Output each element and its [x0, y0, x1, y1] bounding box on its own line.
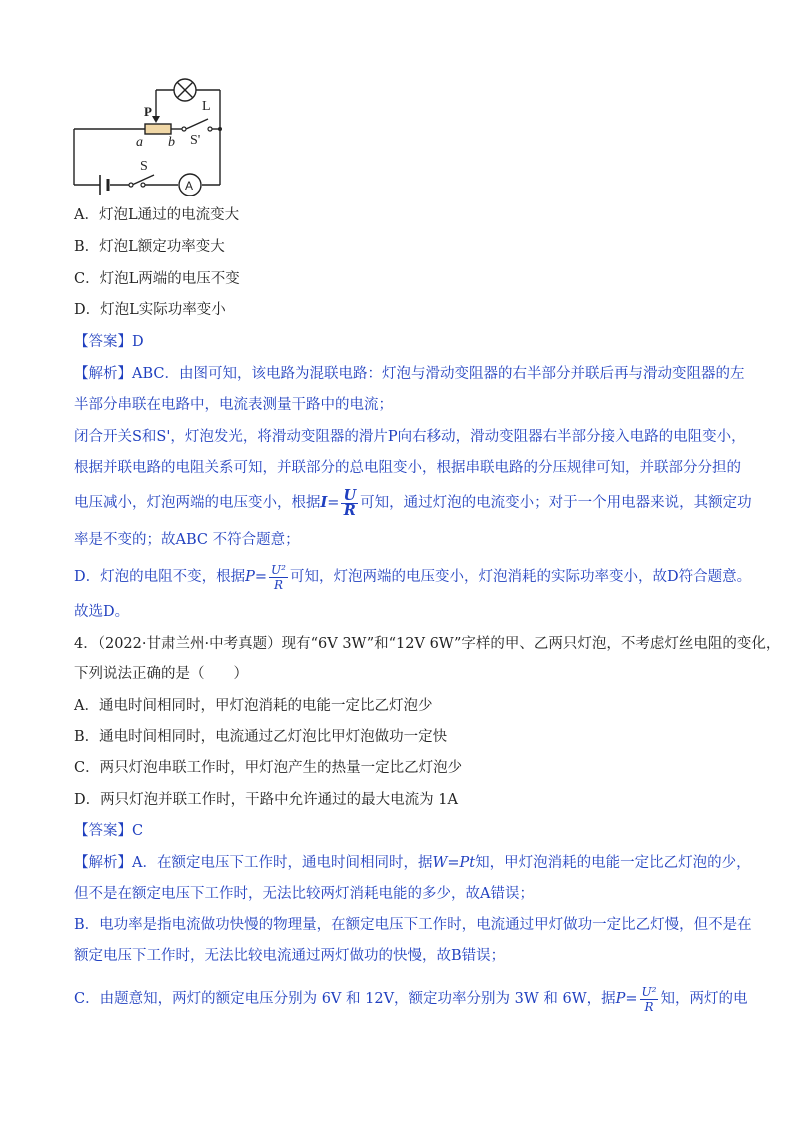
q4-analysis-line-1	[74, 853, 751, 873]
slider-arrow	[152, 116, 160, 123]
circuit-diagram	[60, 72, 230, 196]
analysis-text: 可知，通过灯泡的电流变小；对于一个用电器来说，其额定功	[360, 495, 752, 511]
q3-analysis-line-6: 率是不变的；故ABC 不符合题意；	[74, 532, 300, 548]
rheostat	[145, 124, 171, 134]
answer-value: D	[132, 334, 144, 350]
junction-dot	[218, 127, 222, 131]
answer-tag: 【答案】	[74, 334, 132, 350]
q3-option-c: C．灯泡L两端的电压不变	[74, 271, 240, 287]
q3-analysis-line-5	[74, 486, 752, 520]
label-s-prime: S'	[190, 133, 201, 148]
switch-terminal	[208, 127, 212, 131]
label-s: S	[140, 159, 148, 174]
q4-analysis-line-5	[74, 982, 747, 1016]
q4-option-b: B．通电时间相同时，电流通过乙灯泡比甲灯泡做功一定快	[74, 729, 448, 745]
analysis-text: A．在额定电压下工作时，通电时间相同时，据	[132, 855, 433, 871]
q3-answer	[74, 332, 144, 352]
analysis-text: 电压减小，灯泡两端的电压变小，根据	[74, 495, 321, 511]
answer-value: C	[132, 823, 144, 839]
formula-work: W=Pt	[432, 855, 476, 871]
q4-stem-line-1: 4．（2022·甘肃兰州·中考真题）现有“6V 3W”和“12V 6W”字样的甲、乙两只灯泡，不考虑灯丝电阻的变化，	[74, 636, 781, 652]
analysis-text: ABC．由图可知，该电路为混联电路：灯泡与滑动变阻器的右半部分并联后再与滑动变阻器的左	[132, 366, 745, 382]
label-a: a	[136, 135, 143, 150]
q3-analysis-line-7	[74, 560, 751, 594]
q4-analysis-line-4: 额定电压下工作时，无法比较电流通过两灯做功的快慢，故B错误；	[74, 948, 506, 964]
analysis-text: C．由题意知，两灯的额定电压分别为 6V 和 12V，额定功率分别为 3W 和 6W，据	[74, 991, 616, 1007]
switch-s-prime-blade	[186, 119, 208, 129]
label-p: P	[144, 104, 152, 119]
q4-option-a: A．通电时间相同时，甲灯泡消耗的电能一定比乙灯泡少	[74, 698, 433, 714]
q4-analysis-line-3: B．电功率是指电流做功快慢的物理量，在额定电压下工作时，电流通过甲灯做功一定比乙灯慢，但不是在	[74, 917, 752, 933]
q4-analysis-line-2: 但不是在额定电压下工作时，无法比较两灯消耗电能的多少，故A错误；	[74, 886, 534, 902]
label-ammeter: A	[185, 179, 194, 193]
q3-analysis-line-2: 半部分串联在电路中，电流表测量干路中的电流；	[74, 397, 393, 413]
analysis-tag: 【解析】	[74, 366, 132, 382]
q3-option-b: B．灯泡L额定功率变大	[74, 239, 225, 255]
q4-option-c: C．两只灯泡串联工作时，甲灯泡产生的热量一定比乙灯泡少	[74, 760, 463, 776]
q4-stem-line-2: 下列说法正确的是（ ）	[74, 666, 248, 682]
answer-tag: 【答案】	[74, 823, 132, 839]
q3-option-d: D．灯泡L实际功率变小	[74, 302, 226, 318]
analysis-text: D．灯泡的电阻不变，根据	[74, 569, 246, 585]
formula-ohm: I= $\frac{U}{R}$	[320, 486, 357, 519]
formula-power-2: P= $\frac{\text{U²}}{R}$	[615, 984, 657, 1014]
q3-conclusion: 故选D。	[74, 604, 130, 620]
label-b: b	[168, 135, 175, 150]
analysis-tag: 【解析】	[74, 855, 132, 871]
q4-option-d: D．两只灯泡并联工作时，干路中允许通过的最大电流为 1A	[74, 792, 458, 808]
q3-analysis-line-3: 闭合开关S和S'，灯泡发光，将滑动变阻器的滑片P向右移动，滑动变阻器右半部分接入电路的电阻变小，	[74, 429, 746, 445]
switch-terminal	[141, 183, 145, 187]
analysis-text: 知，甲灯泡消耗的电能一定比乙灯泡的少，	[475, 855, 751, 871]
analysis-text: 可知，灯泡两端的电压变小，灯泡消耗的实际功率变小，故D符合题意。	[289, 569, 752, 585]
q3-option-a: A．灯泡L通过的电流变大	[74, 207, 240, 223]
switch-terminal	[129, 183, 133, 187]
q3-analysis-line-1	[74, 364, 745, 384]
formula-power: P= $\frac{\text{U²}}{R}$	[245, 562, 286, 592]
analysis-text: 知，两灯的电	[660, 991, 748, 1007]
q4-answer	[74, 821, 143, 841]
q3-analysis-line-4: 根据并联电路的电阻关系可知，并联部分的总电阻变小，根据串联电路的分压规律可知，并联部分分担的	[74, 460, 741, 476]
switch-terminal	[182, 127, 186, 131]
label-l: L	[202, 99, 211, 114]
